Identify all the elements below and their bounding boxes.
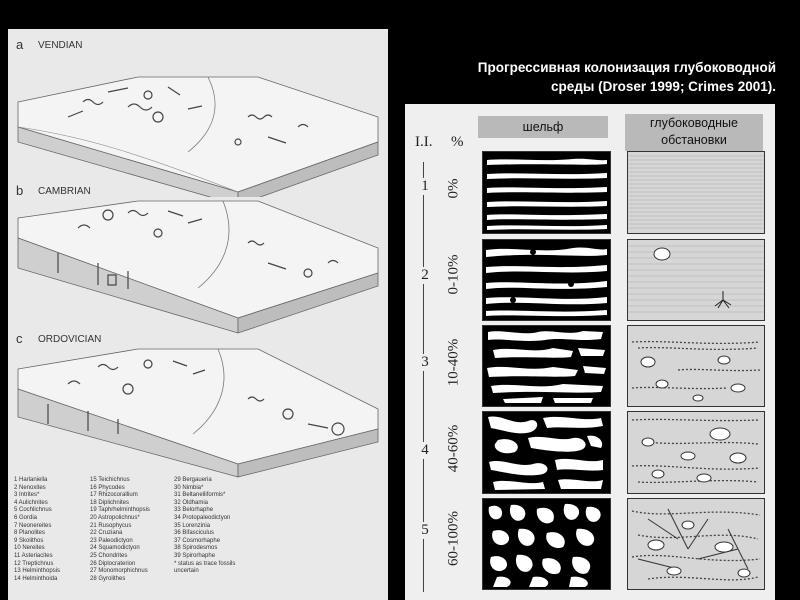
- legend-item: 22 Cruziana: [90, 530, 123, 537]
- deep-tile-row-5: [627, 498, 765, 590]
- row-percent-4: 40-60%: [445, 424, 462, 473]
- slide-title: [400, 58, 776, 96]
- legend-item: 23 Paleodictyon: [90, 537, 133, 544]
- deep-tile-row-1: [627, 151, 765, 234]
- legend-item: 34 Protopaleodictyon: [174, 514, 231, 521]
- slide-title-line-1: Прогрессивная колонизация глубоководной: [477, 60, 776, 75]
- legend-item: 3 Intrites*: [14, 492, 40, 499]
- legend-item: 38 Spirodesmos: [174, 545, 218, 552]
- legend-item: 6 Gordia: [14, 514, 38, 521]
- legend-item: 39 Spirorhaphe: [174, 552, 216, 559]
- legend-item: 36 Bifasciculus: [174, 530, 215, 537]
- legend-item: 16 Phycodes: [90, 484, 125, 491]
- deep-tile-row-2: [627, 239, 765, 321]
- deep-tile-row-4: [627, 411, 765, 494]
- deep-tile-row-3: [627, 325, 765, 407]
- legend-item: 5 Cochlichnus: [14, 507, 52, 514]
- panel-label-ordovician: ORDOVICIAN: [38, 334, 102, 345]
- panel-letter-a: a: [16, 37, 24, 52]
- column-header-shelf: шельф: [478, 116, 608, 138]
- shelf-tile-row-4: [482, 411, 611, 494]
- legend-column-2: [90, 477, 150, 583]
- legend-item: 1 Harlaniella: [14, 477, 48, 483]
- row-number-5: 5: [419, 522, 431, 539]
- legend-column-3: [174, 477, 235, 576]
- column-header-ii: I.I.: [415, 134, 433, 150]
- legend-item: 25 Chondrites: [90, 552, 128, 559]
- panel-letter-c: c: [16, 331, 23, 346]
- legend-item: 20 Astropolichnus*: [90, 514, 140, 521]
- legend-item: 30 Nimbia*: [174, 484, 204, 491]
- row-number-3: 3: [419, 354, 431, 371]
- legend-item: uncertain: [174, 568, 199, 575]
- legend-item: 33 Belorhaphe: [174, 507, 214, 514]
- legend-item: 10 Nereites: [14, 545, 45, 552]
- legend-item: 21 Rusophycus: [90, 522, 132, 529]
- vendian-block-diagram: [8, 47, 388, 197]
- legend-column-1: [14, 477, 60, 583]
- shelf-tile-row-1: [482, 151, 611, 234]
- legend-item: 28 Gyrolithes: [90, 575, 126, 582]
- legend-item: 4 Aulichnites: [14, 499, 48, 506]
- legend-item: 19 Taphrhelminthopsis: [90, 507, 150, 514]
- row-number-2: 2: [419, 267, 431, 284]
- column-header-percent: %: [451, 134, 464, 150]
- legend-item: 11 Asteriacites: [14, 552, 53, 559]
- row-percent-3: 10-40%: [445, 338, 462, 387]
- legend-item: 13 Helminthopsis: [14, 568, 61, 575]
- ichnofabric-index-table: [405, 104, 775, 600]
- row-percent-5: 60-100%: [445, 511, 462, 566]
- legend-item: 37 Cosmorhaphe: [174, 537, 221, 544]
- legend-item: 18 Diplichnites: [90, 499, 130, 506]
- legend-item: 31 Beltanelliformis*: [174, 492, 226, 499]
- legend-item: 8 Planolites: [14, 530, 46, 537]
- column-header-deep-water: глубоководные обстановки: [625, 114, 763, 151]
- shelf-tile-row-3: [482, 325, 611, 407]
- legend-item: 27 Monomorphichnus: [90, 568, 148, 575]
- legend-item: 35 Lorenzinia: [174, 522, 211, 529]
- row-number-1: 1: [419, 178, 431, 195]
- row-number-4: 4: [419, 442, 431, 459]
- legend-item: 9 Skolithos: [14, 537, 44, 544]
- slide-title-line-2: среды (Droser 1999; Crimes 2001).: [551, 79, 776, 94]
- panel-letter-b: b: [16, 183, 24, 198]
- legend-item: 24 Squamodictyon: [90, 545, 140, 552]
- panel-label-vendian: VENDIAN: [38, 40, 83, 51]
- legend-item: 14 Helminthoida: [14, 575, 58, 582]
- shelf-tile-row-2: [482, 239, 611, 321]
- legend-item: 29 Bergaueria: [174, 477, 212, 483]
- legend-item: * status as trace fossils: [174, 560, 236, 567]
- legend-item: 17 Rhizocorallium: [90, 492, 138, 499]
- legend-item: 26 Diplocraterion: [90, 560, 136, 567]
- legend-item: 15 Teichichnus: [90, 477, 130, 483]
- row-percent-1: 0%: [445, 178, 462, 199]
- ordovician-block-diagram: [8, 339, 388, 479]
- row-percent-2: 0-10%: [445, 254, 462, 295]
- trace-fossil-block-diagram-figure: [8, 29, 388, 600]
- legend-item: 2 Nenoxites: [14, 484, 46, 491]
- cambrian-block-diagram: [8, 193, 388, 343]
- legend-item: 7 Neonereites: [14, 522, 52, 529]
- legend-item: 32 Oldhamia: [174, 499, 209, 506]
- shelf-tile-row-5: [482, 498, 611, 590]
- legend-item: 12 Treptichnus: [14, 560, 54, 567]
- panel-label-cambrian: CAMBRIAN: [38, 186, 91, 197]
